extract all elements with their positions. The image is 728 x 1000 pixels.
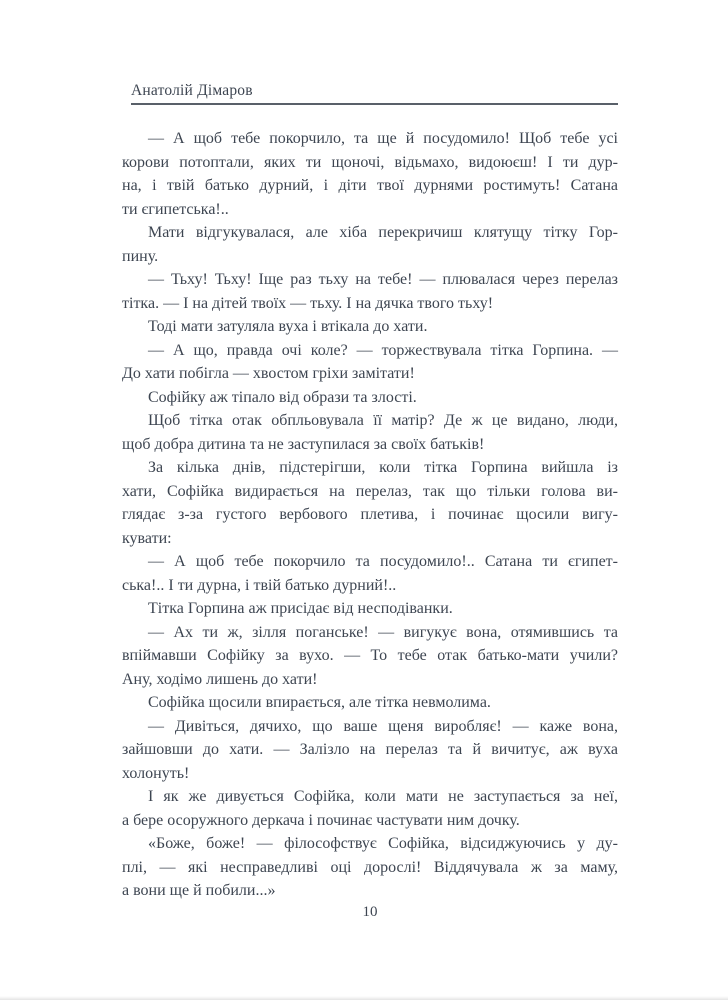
text-line: Софійка щосили впирається, але тітка невмолима. (148, 694, 491, 711)
author-name: Анатолій Дімаров (131, 82, 253, 99)
text-line: Софійку аж тіпало від образи та злості. (148, 388, 417, 406)
text-line: — А що, правда очі коле? — торжествувала тітка Горпина. — (148, 341, 618, 359)
text-line: — А щоб тебе покорчило, та ще й посудомило! Щоб тебе усі (148, 130, 618, 147)
text-line: До хати побігла — хвостом гріхи замітати! (122, 365, 415, 382)
page-body-text (122, 127, 618, 903)
text-line: «Боже, боже! — філософствує Софійка, відсиджуючись у ду- (148, 835, 618, 852)
page-number: 10 (362, 904, 378, 920)
text-line: а вони ще й побили...» (122, 882, 276, 899)
text-line: — Ах ти ж, зілля поганське! — вигукує вона, отямившись та (148, 623, 618, 641)
text-line: корови потоптали, яких ти щоночі, відьмахо, видоюєш! І ти дур- (122, 153, 618, 171)
text-line: пину. (122, 247, 159, 265)
running-header (131, 82, 618, 105)
text-line: Ану, ходімо лишень до хати! (122, 670, 318, 688)
text-line: холонуть! (122, 764, 190, 782)
text-line: кувати: (122, 529, 172, 547)
text-line: плі, — які несправедливі оці дорослі! Віддячувала ж за маму, (122, 858, 618, 876)
text-line: тітка. — І на дітей твоїх — тьху. І на дячка твого тьху! (122, 294, 494, 312)
text-line: — Тьху! Тьху! Іще раз тьху на тебе! — плювалася через перелаз (148, 271, 618, 288)
text-line: Тітка Горпина аж присідає від несподіванки. (148, 600, 453, 617)
text-line: І як же дивується Софійка, коли мати не заступається за неї, (148, 788, 618, 805)
text-line: глядає з-за густого вербового плетива, і починає щосили вигу- (122, 506, 618, 523)
text-line: — Дивіться, дячихо, що ваше щеня виробляє! — каже вона, (148, 717, 618, 735)
text-line: впіймавши Софійку за вухо. — То тебе отак батько-мати учили? (122, 647, 618, 664)
text-line: Мати відгукувалася, але хіба перекричиш клятущу тітку Гор- (148, 224, 618, 241)
page-bottom-edge (0, 996, 728, 1000)
text-line: зайшовши до хати. — Залізло на перелаз та й вичитує, аж вуха (122, 741, 618, 758)
text-line: щоб добра дитина та не заступилася за своїх батьків! (122, 435, 485, 453)
text-line: на, і твій батько дурний, і діти твої дурнями ростимуть! Сатана (122, 177, 618, 194)
text-line: а бере осоружного деркача і починає частувати ним дочку. (122, 811, 520, 829)
text-line: Щоб тітка отак обпльовувала її матір? Де ж це видано, люди, (148, 412, 618, 429)
text-line: Тоді мати затуляла вуха і втікала до хати. (148, 318, 428, 335)
text-line: — А щоб тебе покорчило та посудомило!.. Сатана ти єгипет- (148, 553, 618, 570)
text-line: хати, Софійка видирається на перелаз, так що тільки голова ви- (122, 482, 618, 500)
text-line: ти єгипетська!.. (122, 200, 229, 218)
text-line: За кілька днів, підстерігши, коли тітка Горпина вийшла із (148, 459, 618, 476)
text-line: ська!.. І ти дурна, і твій батько дурний!.. (122, 576, 397, 594)
